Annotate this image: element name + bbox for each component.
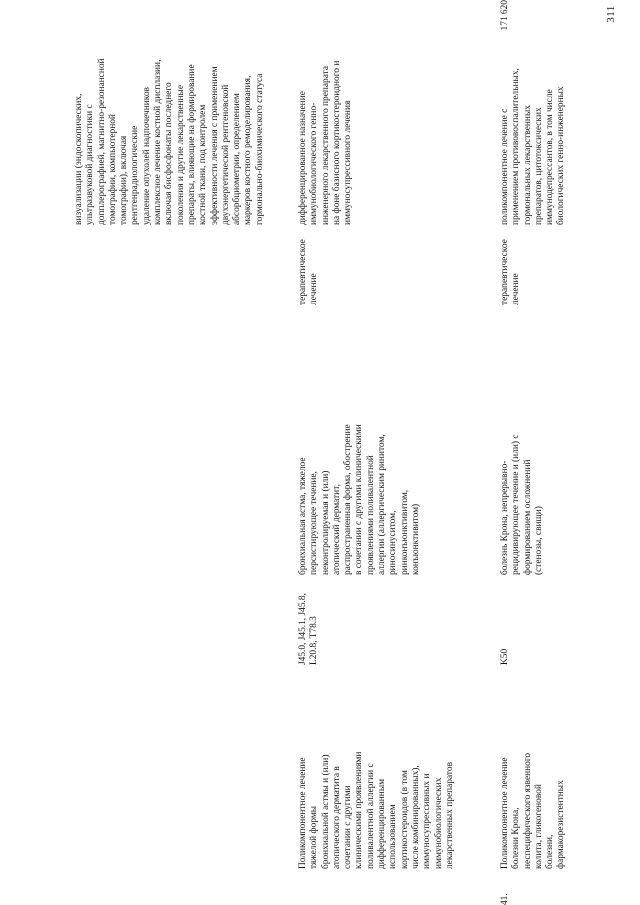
asthma-row-name: Поликомпонентное лечение тяжелой формы бронхиальной астмы и (или) атопического дерматита в сочетании с другими клиническими проявлениями поливалентной аллергии с дифференцированным использованием кортикостероидов (в том числе комбинированных), иммуносупрессивных и иммунобиологических лекарственных препаратов [298, 751, 455, 869]
row-41-treatment: поликомпонентное лечение с применением противовоспалительных, гормональных лекарственных препаратов, цитотоксических иммунодепрессантов, в том числе биологических генно-инженерных [500, 68, 567, 225]
row-41-description: болезнь Крона, непрерывно- рецидивирующее течение и (или) с формированием осложнений (стенозы, свищи) [500, 434, 544, 575]
asthma-row-codes: J45.0, J45.1, J45.8, L20.8, T78.3 [298, 593, 320, 665]
prev-row-treatment: визуализации (эндоскопических, ультразвуковой диагностики с допплерографией, магнитно-резонансной томографии, компьютерной томографии), включая рентгенрадиологические удаление опухолей надпочечников комплексное лечение костной дисплазии, включая бисфосфонаты последнего поколения и другие лекарственные препараты, влияющие на формирование костной ткани, под контролем эффективности лечения с применением двухэнергетической рентгеновской абсорбциометрии, определением маркеров костного ремоделирования, гормонально-биохимического статуса [74, 58, 265, 225]
asthma-row-treatment: дифференцированное назначение иммунобиологического генно- инженерного лекарственного препарата на фоне базисного кортикостероидного и иммуносупрессивного лечения [298, 60, 354, 225]
row-41-type: терапевтическое лечение [500, 239, 522, 305]
row-41-codes: K50 [500, 648, 510, 665]
asthma-row-description: бронхиальная астма, тяжелое персистирующее течение, неконтролируемая и (или) атопический дерматит, распространенная форма, обострение в сочетании с другими клиническими проявлениями поливалентной аллергии (аллергическим ринитом, риносинуситом, ринконъюнктивитом, конъюнктивитом) [298, 424, 421, 575]
page-number: 311 [604, 5, 617, 23]
asthma-row-type: терапевтическое лечение [298, 239, 320, 305]
row-41-name: Поликомпонентное лечение болезни Крона, неспецифического язвенного колита, гликогеновой болезни, фармакорезистентных [500, 752, 567, 869]
row-41-number: 41. [500, 893, 510, 905]
row-41-cost: 171 620 [500, 0, 510, 31]
